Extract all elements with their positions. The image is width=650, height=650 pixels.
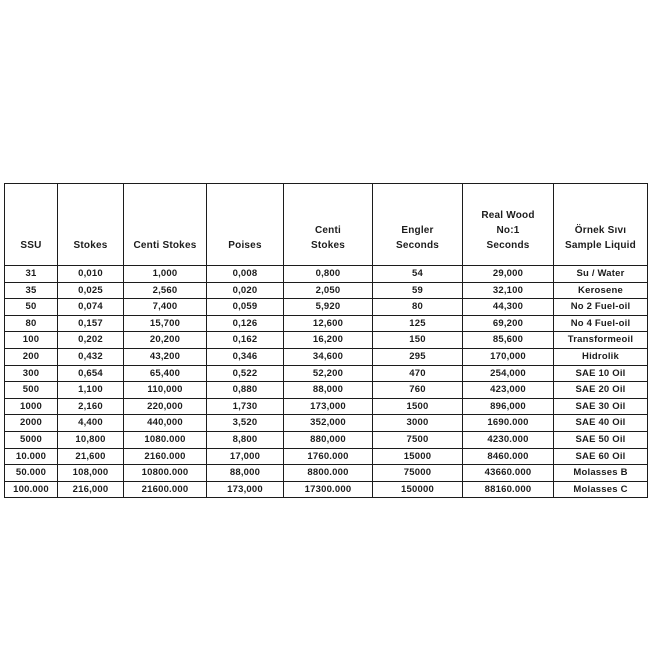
- cell-engler-seconds: 295: [373, 348, 463, 365]
- cell-real-wood-seconds: 254,000: [463, 365, 554, 382]
- table-row: [5, 365, 648, 382]
- cell-ssu: 10.000: [5, 448, 58, 465]
- cell-centi-stokes-2: 5,920: [284, 299, 373, 316]
- table-row: [5, 266, 648, 283]
- cell-engler-seconds: 470: [373, 365, 463, 382]
- cell-stokes: 0,202: [58, 332, 124, 349]
- cell-ssu: 100.000: [5, 481, 58, 498]
- column-header-real-wood-seconds: Real Wood No:1 Seconds: [463, 184, 554, 266]
- cell-centi-stokes-2: 88,000: [284, 382, 373, 399]
- cell-stokes: 0,654: [58, 365, 124, 382]
- cell-stokes: 2,160: [58, 398, 124, 415]
- cell-ssu: 35: [5, 282, 58, 299]
- table-row: [5, 431, 648, 448]
- cell-poises: 0,126: [207, 315, 284, 332]
- cell-centi-stokes: 110,000: [124, 382, 207, 399]
- cell-poises: 173,000: [207, 481, 284, 498]
- table-row: [5, 282, 648, 299]
- cell-centi-stokes: 65,400: [124, 365, 207, 382]
- cell-engler-seconds: 80: [373, 299, 463, 316]
- cell-centi-stokes-2: 352,000: [284, 415, 373, 432]
- cell-centi-stokes-2: 8800.000: [284, 465, 373, 482]
- cell-engler-seconds: 1500: [373, 398, 463, 415]
- cell-centi-stokes-2: 880,000: [284, 431, 373, 448]
- cell-centi-stokes-2: 2,050: [284, 282, 373, 299]
- cell-centi-stokes: 10800.000: [124, 465, 207, 482]
- column-header-poises: Poises: [207, 184, 284, 266]
- cell-engler-seconds: 59: [373, 282, 463, 299]
- cell-ssu: 50.000: [5, 465, 58, 482]
- cell-centi-stokes-2: 173,000: [284, 398, 373, 415]
- cell-ssu: 1000: [5, 398, 58, 415]
- cell-engler-seconds: 125: [373, 315, 463, 332]
- column-header-sample-liquid: Örnek Sıvı Sample Liquid: [554, 184, 648, 266]
- cell-stokes: 108,000: [58, 465, 124, 482]
- column-header-engler-seconds: Engler Seconds: [373, 184, 463, 266]
- cell-poises: 0,162: [207, 332, 284, 349]
- cell-ssu: 31: [5, 266, 58, 283]
- cell-real-wood-seconds: 423,000: [463, 382, 554, 399]
- table-row: [5, 465, 648, 482]
- cell-sample-liquid: Molasses C: [554, 481, 648, 498]
- cell-real-wood-seconds: 88160.000: [463, 481, 554, 498]
- cell-real-wood-seconds: 1690.000: [463, 415, 554, 432]
- cell-ssu: 500: [5, 382, 58, 399]
- cell-stokes: 10,800: [58, 431, 124, 448]
- cell-sample-liquid: Molasses B: [554, 465, 648, 482]
- cell-centi-stokes: 2,560: [124, 282, 207, 299]
- cell-poises: 0,008: [207, 266, 284, 283]
- cell-centi-stokes: 7,400: [124, 299, 207, 316]
- table-row: [5, 315, 648, 332]
- cell-real-wood-seconds: 170,000: [463, 348, 554, 365]
- cell-centi-stokes: 2160.000: [124, 448, 207, 465]
- cell-centi-stokes: 1,000: [124, 266, 207, 283]
- cell-ssu: 100: [5, 332, 58, 349]
- table-row: [5, 332, 648, 349]
- table-row: [5, 415, 648, 432]
- table-row: [5, 398, 648, 415]
- cell-sample-liquid: SAE 20 Oil: [554, 382, 648, 399]
- cell-centi-stokes: 440,000: [124, 415, 207, 432]
- cell-centi-stokes-2: 16,200: [284, 332, 373, 349]
- cell-poises: 3,520: [207, 415, 284, 432]
- column-header-centi-stokes: Centi Stokes: [124, 184, 207, 266]
- cell-sample-liquid: Su / Water: [554, 266, 648, 283]
- cell-centi-stokes: 220,000: [124, 398, 207, 415]
- cell-real-wood-seconds: 69,200: [463, 315, 554, 332]
- table-row: [5, 299, 648, 316]
- table-row: [5, 348, 648, 365]
- cell-ssu: 200: [5, 348, 58, 365]
- cell-engler-seconds: 7500: [373, 431, 463, 448]
- cell-sample-liquid: SAE 50 Oil: [554, 431, 648, 448]
- cell-centi-stokes: 1080.000: [124, 431, 207, 448]
- cell-poises: 0,880: [207, 382, 284, 399]
- cell-centi-stokes-2: 1760.000: [284, 448, 373, 465]
- cell-poises: 88,000: [207, 465, 284, 482]
- cell-sample-liquid: No 4 Fuel-oil: [554, 315, 648, 332]
- cell-sample-liquid: SAE 60 Oil: [554, 448, 648, 465]
- cell-real-wood-seconds: 4230.000: [463, 431, 554, 448]
- cell-real-wood-seconds: 43660.000: [463, 465, 554, 482]
- cell-real-wood-seconds: 29,000: [463, 266, 554, 283]
- cell-sample-liquid: SAE 30 Oil: [554, 398, 648, 415]
- cell-poises: 0,059: [207, 299, 284, 316]
- cell-sample-liquid: Hidrolik: [554, 348, 648, 365]
- cell-real-wood-seconds: 32,100: [463, 282, 554, 299]
- cell-engler-seconds: 3000: [373, 415, 463, 432]
- cell-centi-stokes: 15,700: [124, 315, 207, 332]
- cell-engler-seconds: 150000: [373, 481, 463, 498]
- cell-real-wood-seconds: 8460.000: [463, 448, 554, 465]
- cell-poises: 0,020: [207, 282, 284, 299]
- table-row: [5, 382, 648, 399]
- cell-engler-seconds: 15000: [373, 448, 463, 465]
- cell-sample-liquid: SAE 10 Oil: [554, 365, 648, 382]
- cell-engler-seconds: 150: [373, 332, 463, 349]
- cell-ssu: 50: [5, 299, 58, 316]
- cell-poises: 0,346: [207, 348, 284, 365]
- table-header: [5, 184, 648, 266]
- cell-poises: 8,800: [207, 431, 284, 448]
- column-header-centi-stokes-2: Centi Stokes: [284, 184, 373, 266]
- cell-centi-stokes: 21600.000: [124, 481, 207, 498]
- table-row: [5, 448, 648, 465]
- cell-real-wood-seconds: 896,000: [463, 398, 554, 415]
- cell-centi-stokes: 43,200: [124, 348, 207, 365]
- table-row: [5, 481, 648, 498]
- cell-stokes: 216,000: [58, 481, 124, 498]
- cell-poises: 17,000: [207, 448, 284, 465]
- cell-centi-stokes-2: 12,600: [284, 315, 373, 332]
- cell-stokes: 4,400: [58, 415, 124, 432]
- cell-poises: 0,522: [207, 365, 284, 382]
- header-row: [5, 184, 648, 266]
- cell-ssu: 2000: [5, 415, 58, 432]
- cell-ssu: 5000: [5, 431, 58, 448]
- cell-stokes: 0,025: [58, 282, 124, 299]
- cell-stokes: 0,010: [58, 266, 124, 283]
- cell-centi-stokes: 20,200: [124, 332, 207, 349]
- column-header-stokes: Stokes: [58, 184, 124, 266]
- viscosity-conversion-table: [4, 183, 648, 498]
- cell-centi-stokes-2: 52,200: [284, 365, 373, 382]
- cell-ssu: 300: [5, 365, 58, 382]
- cell-centi-stokes-2: 34,600: [284, 348, 373, 365]
- cell-sample-liquid: No 2 Fuel-oil: [554, 299, 648, 316]
- cell-stokes: 1,100: [58, 382, 124, 399]
- cell-sample-liquid: Transformeoil: [554, 332, 648, 349]
- cell-engler-seconds: 760: [373, 382, 463, 399]
- cell-stokes: 0,074: [58, 299, 124, 316]
- cell-real-wood-seconds: 44,300: [463, 299, 554, 316]
- cell-engler-seconds: 54: [373, 266, 463, 283]
- cell-ssu: 80: [5, 315, 58, 332]
- cell-poises: 1,730: [207, 398, 284, 415]
- cell-centi-stokes-2: 17300.000: [284, 481, 373, 498]
- cell-centi-stokes-2: 0,800: [284, 266, 373, 283]
- column-header-ssu: SSU: [5, 184, 58, 266]
- table-body: [5, 266, 648, 498]
- cell-stokes: 0,157: [58, 315, 124, 332]
- cell-stokes: 21,600: [58, 448, 124, 465]
- cell-sample-liquid: Kerosene: [554, 282, 648, 299]
- cell-stokes: 0,432: [58, 348, 124, 365]
- cell-real-wood-seconds: 85,600: [463, 332, 554, 349]
- cell-sample-liquid: SAE 40 Oil: [554, 415, 648, 432]
- cell-engler-seconds: 75000: [373, 465, 463, 482]
